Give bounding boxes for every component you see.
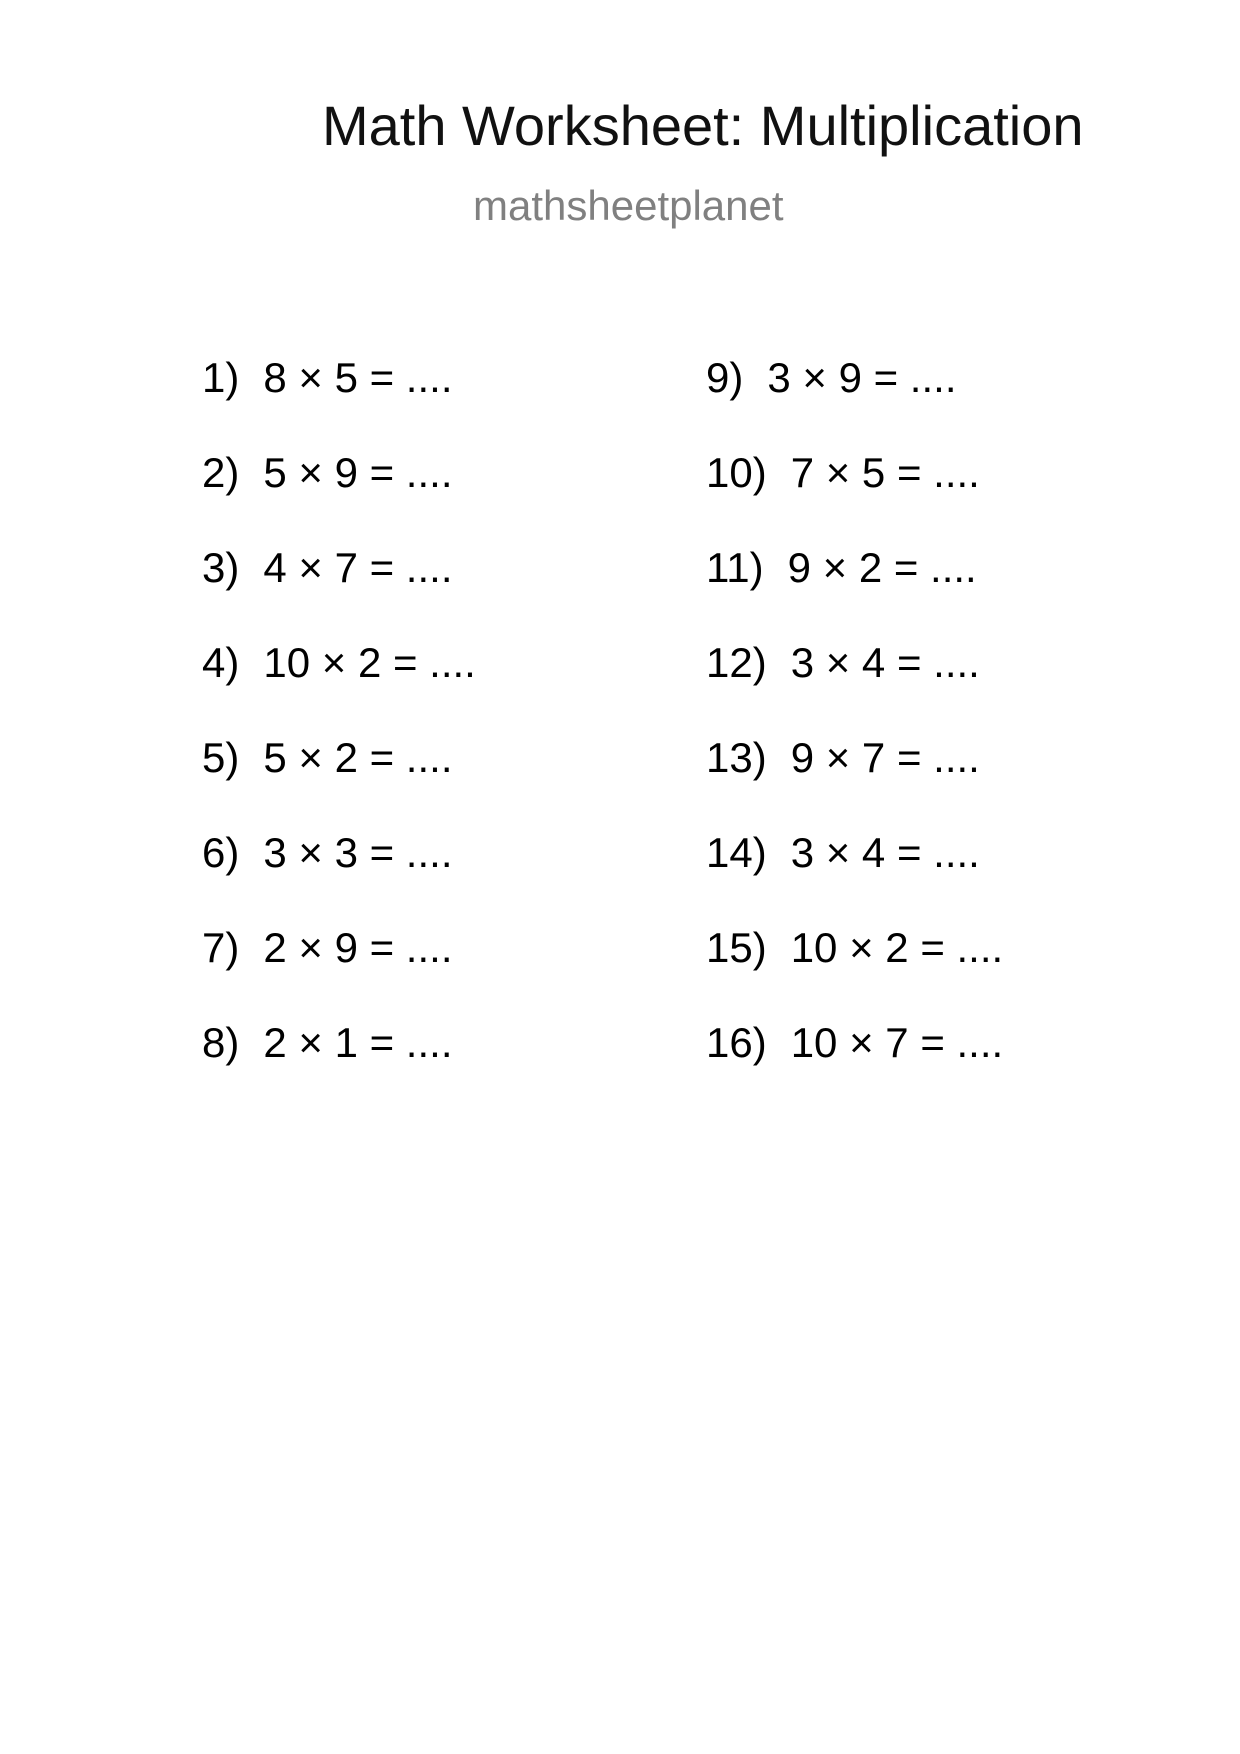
problem-number: 2) (202, 449, 240, 496)
worksheet-subtitle: mathsheetplanet (473, 182, 784, 229)
problem-number: 5) (202, 734, 240, 781)
problem-number: 8) (202, 1019, 240, 1066)
problem-12 (706, 639, 980, 686)
problem-expression: 2 × 1 = .... (263, 1019, 453, 1066)
problem-number: 13) (706, 734, 767, 781)
problem-expression: 10 × 7 = .... (790, 1019, 1004, 1066)
problem-expression: 3 × 4 = .... (790, 639, 980, 686)
problem-number: 4) (202, 639, 240, 686)
problem-2 (202, 449, 453, 496)
problem-number: 14) (706, 829, 767, 876)
problem-13 (706, 734, 980, 781)
problem-1 (202, 354, 453, 401)
problem-9 (706, 354, 957, 401)
problem-number: 11) (706, 544, 764, 591)
problem-number: 1) (202, 354, 240, 401)
problem-number: 10) (706, 449, 767, 496)
problem-11 (706, 544, 977, 591)
problem-4 (202, 639, 476, 686)
problem-expression: 10 × 2 = .... (263, 639, 476, 686)
problem-10 (706, 449, 980, 496)
problem-number: 9) (706, 354, 744, 401)
problem-8 (202, 1019, 453, 1066)
problem-6 (202, 829, 453, 876)
problem-expression: 8 × 5 = .... (263, 354, 453, 401)
problem-7 (202, 924, 453, 971)
problem-number: 7) (202, 924, 240, 971)
problem-expression: 3 × 4 = .... (790, 829, 980, 876)
problem-expression: 9 × 2 = .... (787, 544, 977, 591)
problem-expression: 3 × 3 = .... (263, 829, 453, 876)
problem-number: 6) (202, 829, 240, 876)
problem-16 (706, 1019, 1004, 1066)
problem-number: 16) (706, 1019, 767, 1066)
problem-number: 12) (706, 639, 767, 686)
problem-number: 3) (202, 544, 240, 591)
problem-14 (706, 829, 980, 876)
problem-expression: 5 × 2 = .... (263, 734, 453, 781)
problem-expression: 4 × 7 = .... (263, 544, 453, 591)
problem-expression: 3 × 9 = .... (767, 354, 957, 401)
problem-5 (202, 734, 453, 781)
problem-3 (202, 544, 453, 591)
worksheet-title: Math Worksheet: Multiplication (322, 94, 1084, 157)
problem-expression: 2 × 9 = .... (263, 924, 453, 971)
problem-expression: 9 × 7 = .... (790, 734, 980, 781)
problem-number: 15) (706, 924, 767, 971)
problem-15 (706, 924, 1004, 971)
problem-expression: 10 × 2 = .... (790, 924, 1004, 971)
problem-expression: 7 × 5 = .... (790, 449, 980, 496)
problem-expression: 5 × 9 = .... (263, 449, 453, 496)
